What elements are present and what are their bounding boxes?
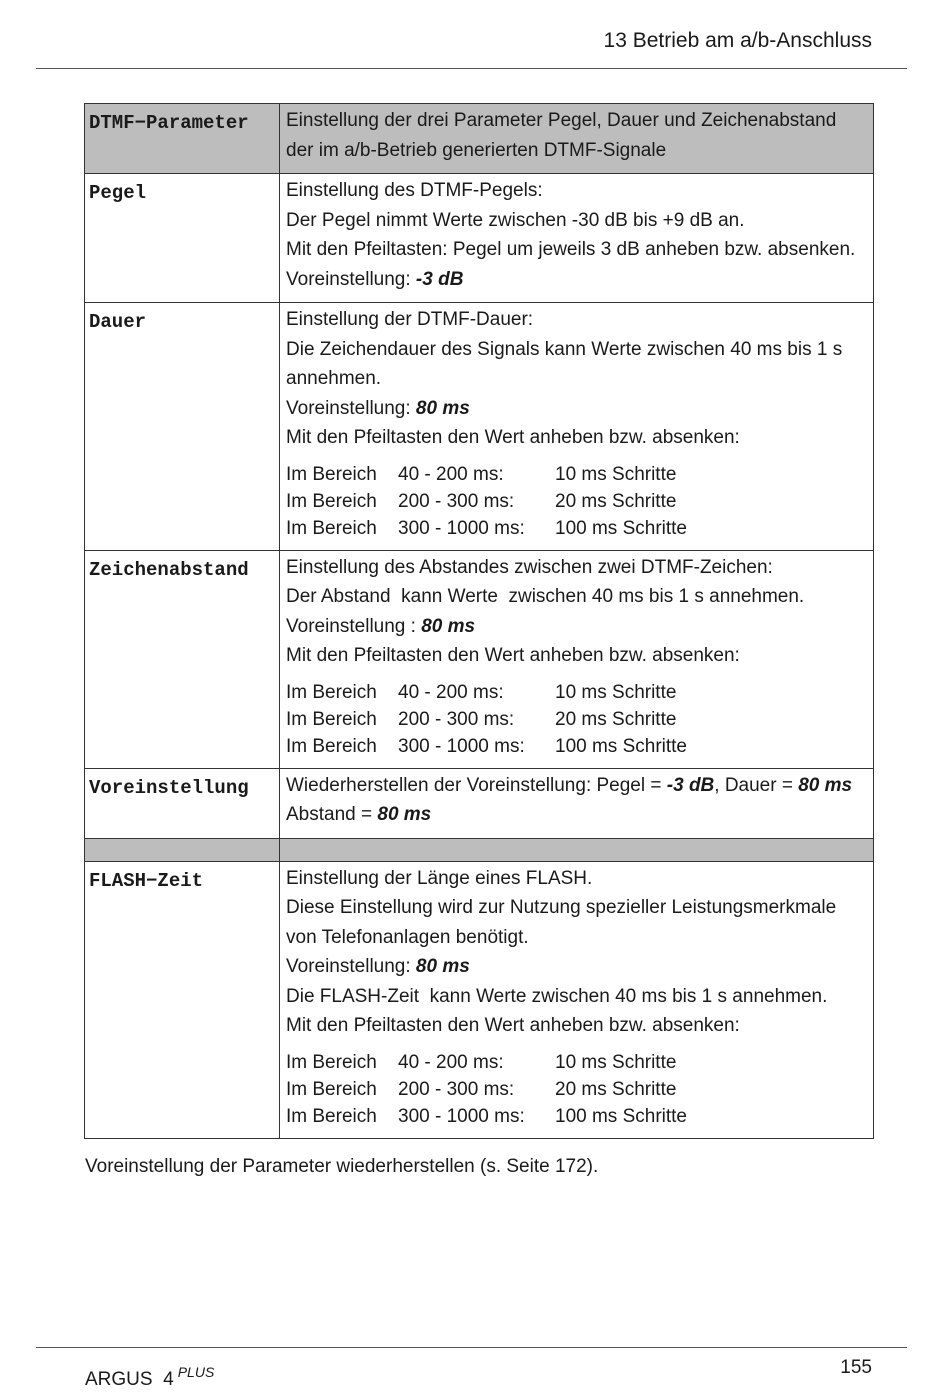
table-row-zeichenabstand [85, 550, 874, 768]
range-interval: 300 - 1000 ms: [398, 517, 525, 539]
desc-line: Einstellung der DTMF-Dauer: [286, 309, 534, 330]
default-value: -3 dB [415, 268, 464, 290]
param-key-flash-zeit: FLASH−Zeit [85, 861, 280, 1138]
desc-line: Die Zeichendauer des Signals kann Werte zwischen 40 ms bis 1 s [286, 338, 843, 360]
desc-line: Einstellung des Abstandes zwischen zwei DTMF-Zeichen: [286, 556, 773, 578]
product-suffix: PLUS [177, 1364, 215, 1380]
desc-line: Diese Einstellung wird zur Nutzung spezieller Leistungsmerkmale [286, 897, 837, 918]
range-label: Im Bereich [286, 735, 377, 757]
param-desc-dtmf-parameter [280, 104, 874, 174]
desc-line [286, 771, 867, 801]
desc-line: Einstellung der drei Parameter Pegel, Dauer und Zeichenabstand [286, 110, 837, 131]
range-label: Im Bereich [286, 1078, 377, 1100]
range-label: Im Bereich [286, 1105, 377, 1127]
param-key-pegel: Pegel [85, 174, 280, 303]
range-interval: 300 - 1000 ms: [398, 735, 525, 757]
default-value: 80 ms [798, 774, 853, 796]
range-step: 100 ms Schritte [555, 1105, 687, 1127]
desc-line: Der Abstand kann Werte zwischen 40 ms bis 1 s annehmen. [286, 586, 805, 607]
range-list [286, 679, 867, 760]
range-interval: 40 - 200 ms: [398, 463, 504, 485]
desc-line: Mit den Pfeiltasten den Wert anheben bzw. absenken: [286, 1015, 740, 1036]
desc-line: der im a/b-Betrieb generierten DTMF-Signale [286, 139, 667, 161]
default-line [286, 612, 867, 642]
desc-line [286, 800, 867, 830]
range-row [286, 706, 867, 733]
desc-text: Wiederherstellen der Voreinstellung: Pegel = [286, 774, 667, 796]
range-row [286, 679, 867, 706]
default-label: Voreinstellung : [286, 615, 422, 637]
range-step: 10 ms Schritte [555, 463, 677, 485]
range-step: 20 ms Schritte [555, 490, 677, 512]
range-row [286, 733, 867, 760]
footnote: Voreinstellung der Parameter wiederherstellen (s. Seite 172). [85, 1156, 599, 1177]
desc-line: von Telefonanlagen benötigt. [286, 926, 529, 948]
desc-line: Mit den Pfeiltasten den Wert anheben bzw. absenken: [286, 645, 740, 666]
table-header-row [85, 104, 874, 174]
param-desc-dauer [280, 303, 874, 551]
range-step: 10 ms Schritte [555, 1051, 677, 1073]
default-label: Voreinstellung: [286, 268, 416, 290]
default-line [286, 265, 867, 295]
range-label: Im Bereich [286, 517, 377, 539]
desc-line: Der Pegel nimmt Werte zwischen -30 dB bis +9 dB an. [286, 209, 745, 231]
footer-product [85, 1360, 214, 1392]
range-list [286, 1049, 867, 1130]
default-value: 80 ms [421, 615, 476, 637]
default-line [286, 952, 867, 982]
range-label: Im Bereich [286, 490, 377, 512]
range-interval: 200 - 300 ms: [398, 1078, 515, 1100]
default-line [286, 394, 867, 424]
range-row [286, 515, 867, 542]
desc-text: Abstand = [286, 804, 378, 825]
header-rule [36, 68, 907, 69]
table-separator-row [85, 838, 874, 861]
table-row-pegel [85, 174, 874, 303]
range-label: Im Bereich [286, 708, 377, 730]
default-value: -3 dB [666, 774, 715, 796]
range-row [286, 1076, 867, 1103]
desc-line: annehmen. [286, 368, 382, 389]
desc-line: Einstellung des DTMF-Pegels: [286, 180, 543, 201]
default-value: 80 ms [377, 804, 432, 825]
table-row-flash-zeit [85, 861, 874, 1138]
range-row [286, 488, 867, 515]
desc-line: Mit den Pfeiltasten den Wert anheben bzw. absenken: [286, 427, 740, 448]
page-number: 155 [840, 1357, 872, 1378]
desc-line: Einstellung der Länge eines FLASH. [286, 867, 593, 889]
param-key-dauer: Dauer [85, 303, 280, 551]
range-step: 10 ms Schritte [555, 681, 677, 703]
param-key-dtmf-parameter: DTMF−Parameter [85, 104, 280, 174]
param-desc-flash-zeit [280, 861, 874, 1138]
desc-line: Die FLASH-Zeit kann Werte zwischen 40 ms bis 1 s annehmen. [286, 985, 828, 1007]
param-key-voreinstellung: Voreinstellung [85, 768, 280, 838]
range-row [286, 461, 867, 488]
range-interval: 200 - 300 ms: [398, 490, 515, 512]
parameter-table [84, 103, 874, 1139]
range-list [286, 461, 867, 542]
default-value: 80 ms [415, 397, 470, 419]
range-step: 20 ms Schritte [555, 1078, 677, 1100]
range-step: 100 ms Schritte [555, 735, 687, 757]
range-interval: 300 - 1000 ms: [398, 1105, 525, 1127]
footer-rule [36, 1347, 907, 1348]
range-label: Im Bereich [286, 681, 377, 703]
range-step: 100 ms Schritte [555, 517, 687, 539]
default-value: 80 ms [415, 956, 470, 977]
param-desc-pegel [280, 174, 874, 303]
range-label: Im Bereich [286, 1051, 377, 1073]
range-label: Im Bereich [286, 463, 377, 485]
default-label: Voreinstellung: [286, 956, 416, 977]
desc-line: Mit den Pfeiltasten: Pegel um jeweils 3 dB anheben bzw. absenken. [286, 239, 856, 260]
desc-text: , Dauer = [714, 774, 799, 796]
separator-cell [85, 838, 280, 861]
default-label: Voreinstellung: [286, 397, 416, 419]
table-row-dauer [85, 303, 874, 551]
page-header-title: 13 Betrieb am a/b-Anschluss [603, 29, 872, 52]
range-row [286, 1049, 867, 1076]
range-row [286, 1103, 867, 1130]
range-interval: 200 - 300 ms: [398, 708, 515, 730]
separator-cell [280, 838, 874, 861]
range-interval: 40 - 200 ms: [398, 681, 504, 703]
range-step: 20 ms Schritte [555, 708, 677, 730]
product-name: ARGUS 4 [85, 1369, 174, 1390]
param-key-zeichenabstand: Zeichenabstand [85, 550, 280, 768]
range-interval: 40 - 200 ms: [398, 1051, 504, 1073]
param-desc-voreinstellung [280, 768, 874, 838]
table-row-voreinstellung [85, 768, 874, 838]
param-desc-zeichenabstand [280, 550, 874, 768]
